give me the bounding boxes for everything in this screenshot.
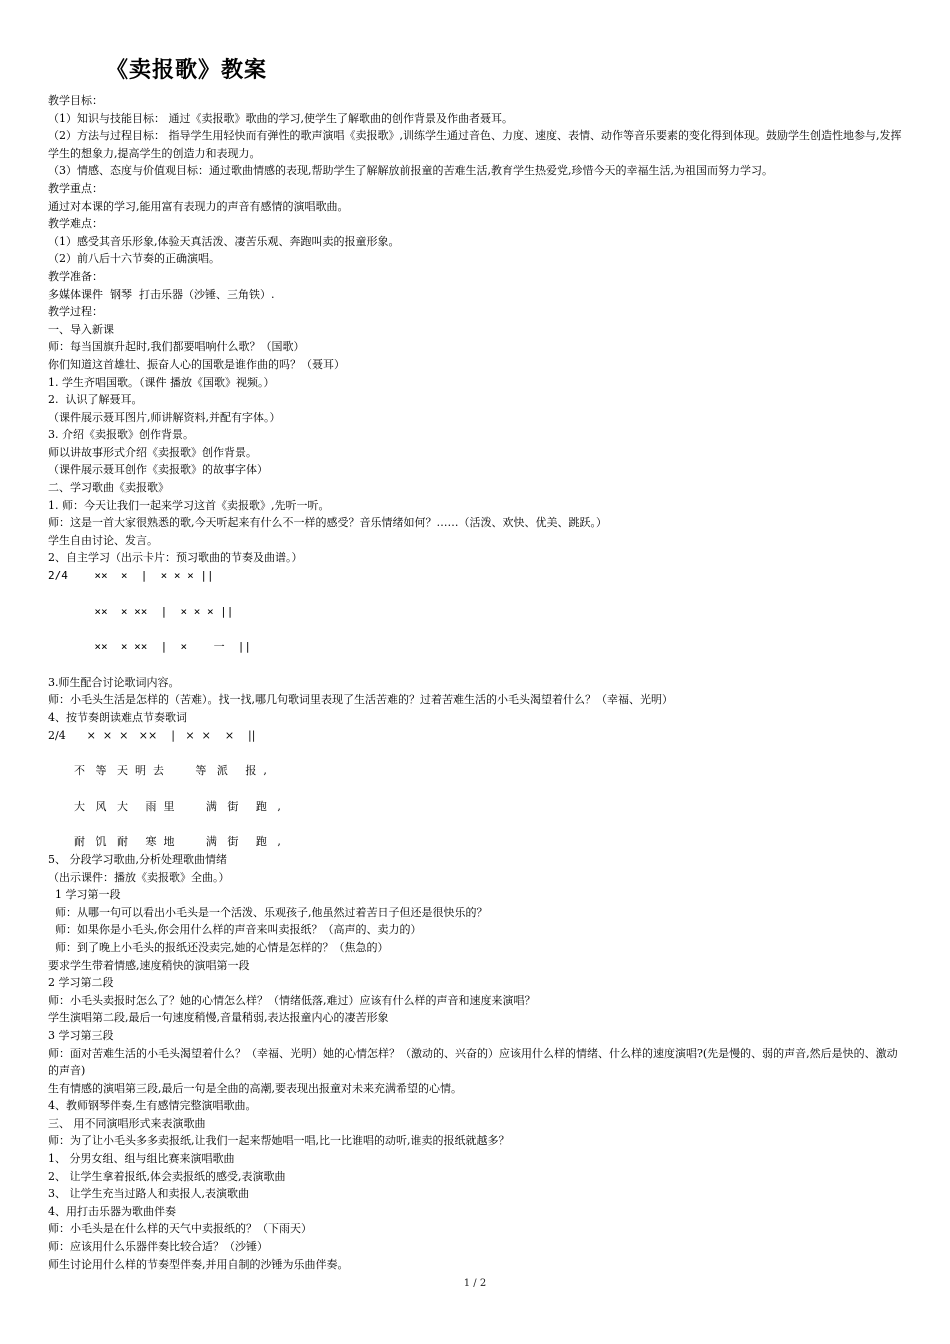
- text-line: 3. 介绍《卖报歌》创作背景。: [48, 428, 194, 442]
- text-line: 3 学习第三段: [48, 1028, 114, 1042]
- text-line: 1. 学生齐唱国歌。（课件 播放《国歌》视频。）: [48, 375, 275, 389]
- lyric-line: 大 风 大 雨 里 满 街 跑 ,: [74, 799, 281, 813]
- document-body: [48, 56, 908, 1273]
- text-line: 师：从哪一句可以看出小毛头是一个活泼、乐观孩子,他虽然过着苦日子但还是很快乐的？: [48, 905, 488, 919]
- lesson-plan-section-2: [48, 674, 908, 744]
- text-line: 师生讨论用什么样的节奏型伴奏,并用自制的沙锤为乐曲伴奏。: [48, 1257, 349, 1271]
- rhythm-line: ×× × ×× | × × × ||: [48, 604, 234, 618]
- text-line: 教学准备：: [48, 269, 103, 283]
- text-line: （1）知识与技能目标： 通过《卖报歌》歌曲的学习,使学生了解歌曲的创作背景及作曲者聂耳。: [48, 111, 513, 125]
- text-line: 师：小毛头是在什么样的天气中卖报纸的？（下雨天）: [48, 1222, 312, 1236]
- text-line: （课件展示聂耳图片,师讲解资料,并配有字体。）: [48, 410, 281, 424]
- text-line: 2、 让学生拿着报纸,体会卖报纸的感受,表演歌曲: [48, 1169, 286, 1183]
- text-line: 生有情感的演唱第三段,最后一句是全曲的高潮,要表现出报童对未来充满希望的心情。: [48, 1081, 462, 1095]
- page-number: 1 / 2: [463, 1278, 487, 1289]
- text-line: 师：每当国旗升起时,我们都要唱响什么歌？（国歌）: [48, 340, 305, 354]
- lesson-plan-section-3: [48, 851, 908, 1273]
- text-line: （1）感受其音乐形象,体验天真活泼、凄苦乐观、奔跑叫卖的报童形象。: [48, 234, 400, 248]
- text-line: 多媒体课件 钢琴 打击乐器（沙锤、三角铁）.: [48, 287, 275, 301]
- lyric-line: 耐 饥 耐 寒 地 满 街 跑 ,: [74, 835, 281, 849]
- text-line: 二、学习歌曲《卖报歌》: [48, 481, 169, 495]
- text-line: 2 学习第二段: [48, 976, 114, 990]
- text-line: 1. 师：今天让我们一起来学习这首《卖报歌》,先听一听。: [48, 498, 330, 512]
- text-line: 师：到了晚上小毛头的报纸还没卖完,她的心情是怎样的？（焦急的）: [48, 940, 389, 954]
- lyrics-block: [48, 744, 908, 851]
- text-line: 1 学习第一段: [48, 888, 121, 902]
- text-line: 3、 让学生充当过路人和卖报人,表演歌曲: [48, 1187, 249, 1201]
- text-line: 师以讲故事形式介绍《卖报歌》创作背景。: [48, 445, 257, 459]
- text-line: 师：应该用什么乐器伴奏比较合适？（沙锤）: [48, 1240, 268, 1254]
- text-line: 教学目标：: [48, 94, 103, 107]
- text-line: （3）情感、态度与价值观目标：通过歌曲情感的表现,帮助学生了解解放前报童的苦难生活,教育学生热爱党,珍惜今天的幸福生活,为祖国而努力学习。: [48, 164, 773, 178]
- text-line: 教学难点：: [48, 217, 103, 231]
- text-line: 2/4 × × × ×× | × × × ||: [48, 728, 256, 742]
- text-line: 师：小毛头生活是怎样的（苦难）。找一找,哪几句歌词里表现了生活苦难的？过着苦难生活的小毛头渴望着什么？（幸福、光明）: [48, 693, 673, 707]
- document-title: 《卖报歌》教案: [106, 58, 268, 83]
- text-line: （2）前八后十六节奏的正确演唱。: [48, 252, 220, 266]
- text-line: 2、自主学习（出示卡片：预习歌曲的节奏及曲谱。）: [48, 551, 303, 565]
- text-line: 一、导入新课: [48, 322, 114, 336]
- text-line: 学生演唱第二段,最后一句速度稍慢,音量稍弱,表达报童内心的凄苦形象: [48, 1011, 389, 1025]
- text-line: 4、教师钢琴伴奏,生有感情完整演唱歌曲。: [48, 1099, 257, 1113]
- text-line: 学生自由讨论、发言。: [48, 533, 158, 547]
- text-line: 要求学生带着情感,速度稍快的演唱第一段: [48, 958, 250, 972]
- lesson-plan-section-1: [48, 92, 908, 567]
- text-line: （课件展示聂耳创作《卖报歌》的故事字体）: [48, 463, 268, 477]
- text-line: 4、用打击乐器为歌曲伴奏: [48, 1204, 176, 1218]
- text-line: 5、 分段学习歌曲,分析处理歌曲情绪: [48, 852, 227, 866]
- text-line: 1、 分男女组、组与组比赛来演唱歌曲: [48, 1152, 235, 1166]
- text-line: 师：小毛头卖报时怎么了？她的心情怎么样？（情绪低落,难过）应该有什么样的声音和速度来演唱？: [48, 993, 536, 1007]
- text-line: 师：面对苦难生活的小毛头渴望着什么？（幸福、光明）她的心情怎样？（激动的、兴奋的）应该用什么样的情绪、什么样的速度演唱?(先是慢的、弱的声音,然后是快的、激动的声音): [48, 1046, 898, 1078]
- text-line: 师：这是一首大家很熟悉的歌,今天听起来有什么不一样的感受？音乐情绪如何？……（活泼、欢快、优美、跳跃。）: [48, 516, 607, 530]
- rhythm-line: ×× × ×× | × 一 ||: [48, 640, 252, 654]
- text-line: 教学过程：: [48, 305, 103, 319]
- text-line: 4、按节奏朗读难点节奏歌词: [48, 711, 187, 724]
- text-line: 3.师生配合讨论歌词内容。: [48, 675, 180, 689]
- text-line: 师：如果你是小毛头,你会用什么样的声音来叫卖报纸？（高声的、卖力的）: [48, 923, 422, 937]
- text-line: 教学重点：: [48, 181, 103, 195]
- text-line: 三、 用不同演唱形式来表演歌曲: [48, 1116, 206, 1130]
- text-line: 你们知道这首雄壮、振奋人心的国歌是谁作曲的吗？（聂耳）: [48, 357, 345, 371]
- text-line: 通过对本课的学习,能用富有表现力的声音有感情的演唱歌曲。: [48, 199, 349, 213]
- rhythm-notation: [48, 567, 908, 674]
- rhythm-line: 2/4 ×× × | × × × ||: [48, 569, 214, 583]
- text-line: （出示课件：播放《卖报歌》全曲。）: [48, 870, 230, 884]
- text-line: 师：为了让小毛头多多卖报纸,让我们一起来帮她唱一唱,比一比谁唱的动听,谁卖的报纸就越多？: [48, 1134, 510, 1148]
- text-line: （2）方法与过程目标： 指导学生用轻快而有弹性的歌声演唱《卖报歌》,训练学生通过音色、力度、速度、表情、动作等音乐要素的变化得到体现。鼓励学生创造性地参与,发挥学生的想象力,提高学生的创造力和表现力。: [48, 129, 902, 160]
- lyric-line: 不 等 天 明 去 等 派 报 ,: [74, 764, 267, 778]
- text-line: 2. 认识了解聂耳。: [48, 393, 143, 407]
